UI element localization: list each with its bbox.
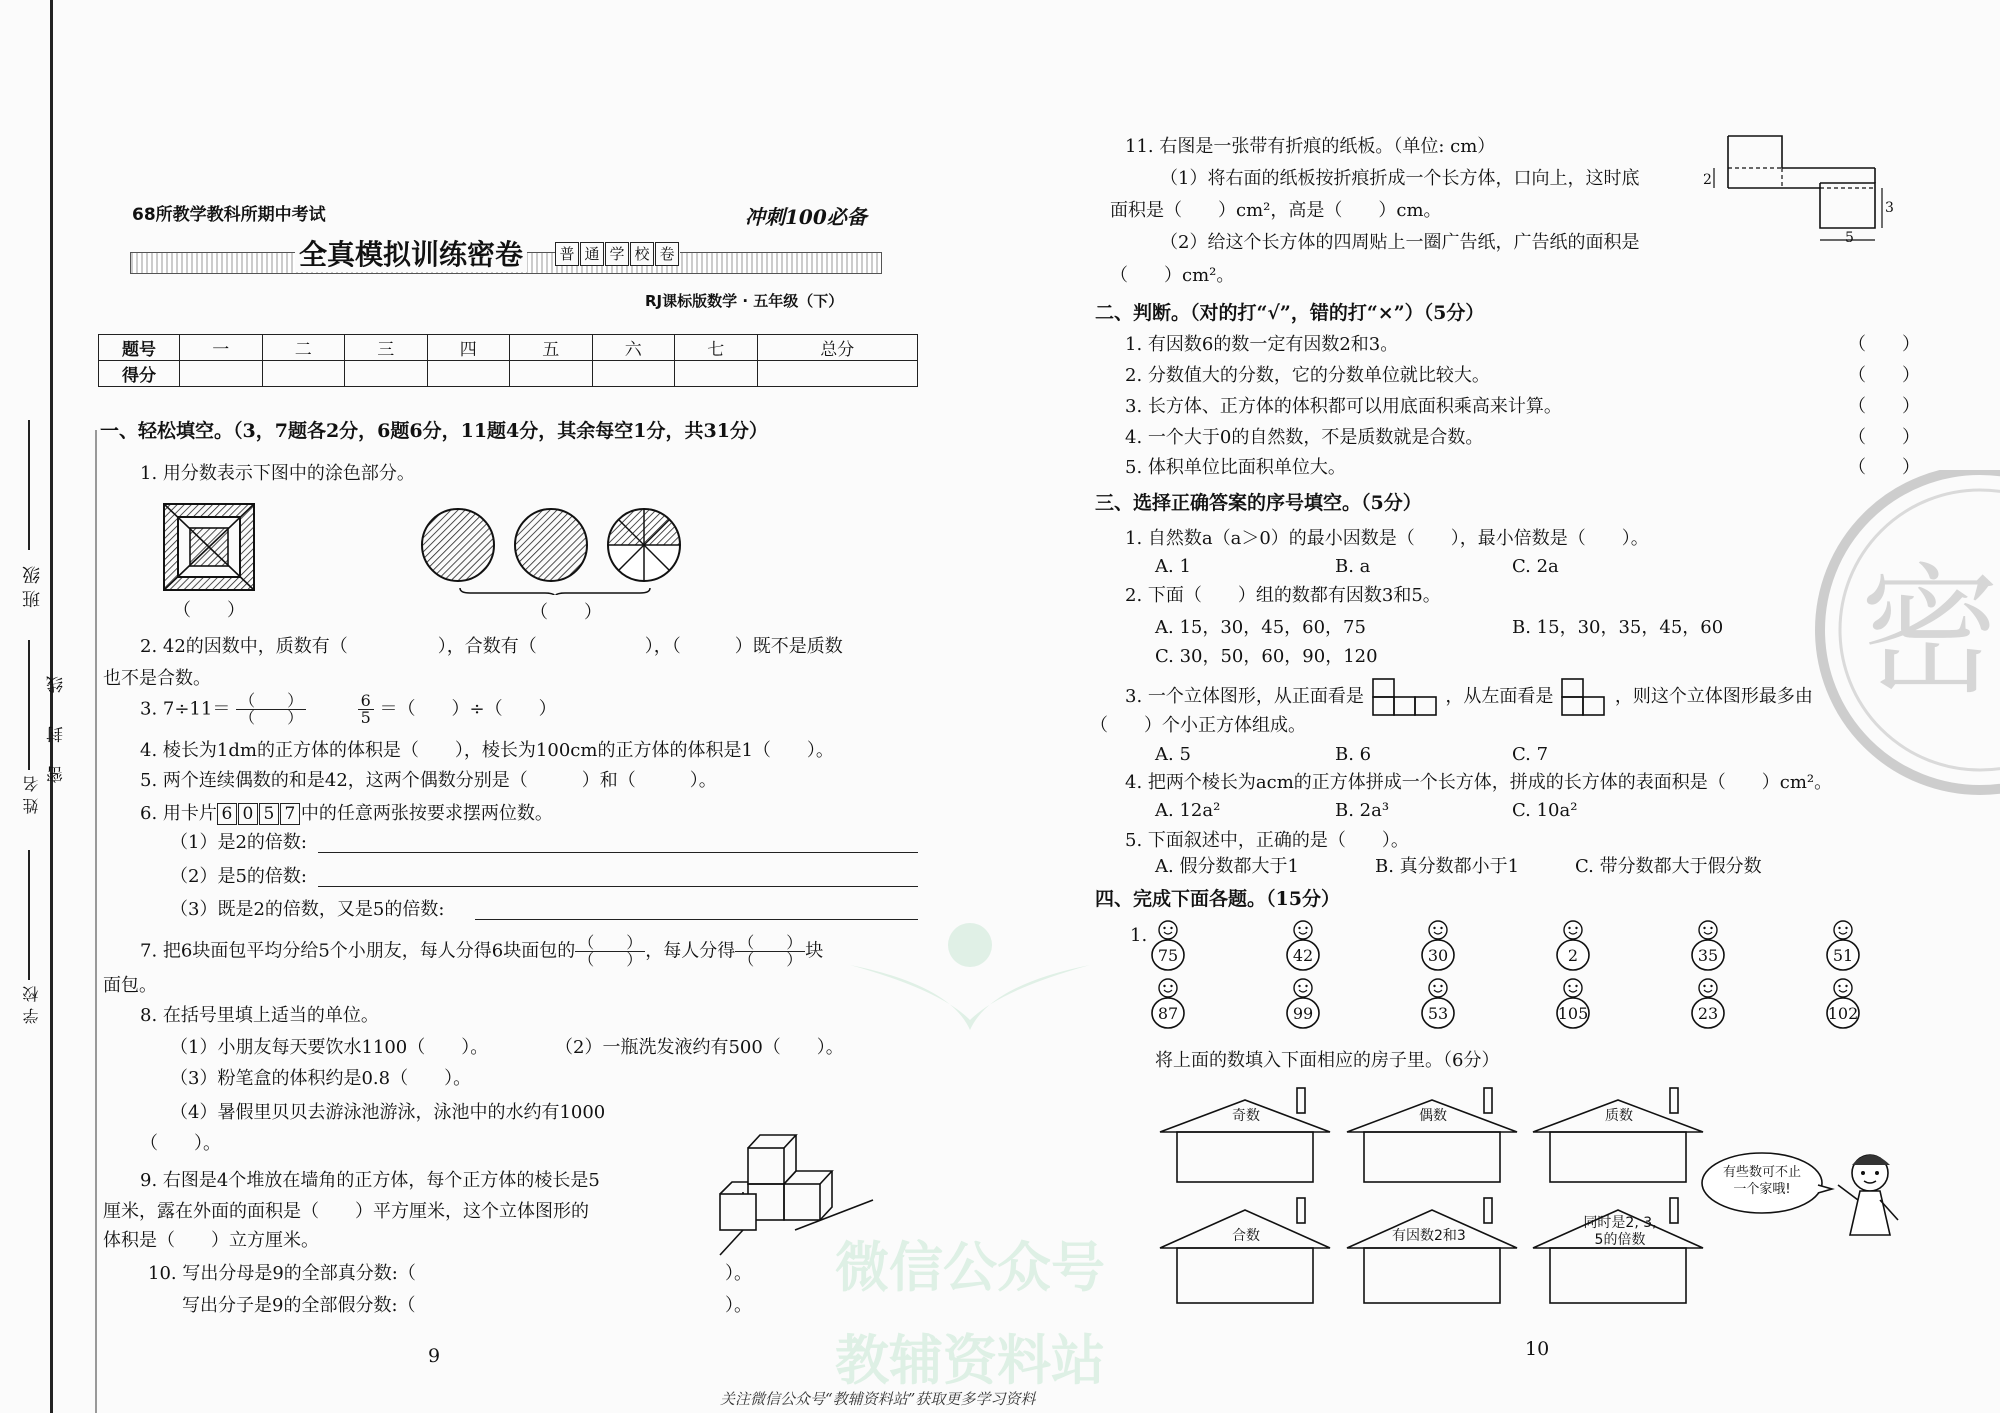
q6-2-answer-line[interactable] bbox=[318, 886, 918, 887]
q8-2: （2）一瓶洗发液约有500（ ）。 bbox=[555, 1037, 844, 1058]
svg-text:密: 密 bbox=[1860, 551, 2000, 714]
number-doll[interactable] bbox=[1150, 978, 1186, 1034]
q1-blank-b[interactable]: （ ） bbox=[530, 602, 602, 623]
q6-post: 中的任意两张按要求摆两位数。 bbox=[300, 803, 553, 824]
margin-mi: 密 bbox=[47, 760, 67, 783]
q9-text-b: 厘米，露在外面的面积是（ ）平方厘米，这个立体图形的 bbox=[103, 1201, 589, 1222]
q6-1-answer-line[interactable] bbox=[318, 852, 918, 853]
choice-3-opt-b[interactable]: B. 6 bbox=[1335, 744, 1372, 765]
q7-blank-fraction-2[interactable]: $\frac{( )}{( )}$ bbox=[735, 935, 805, 968]
margin-xingming: 姓名 bbox=[22, 770, 41, 814]
score-cell[interactable] bbox=[757, 361, 918, 387]
choice-2-opt-b[interactable]: B. 15，30，35，45，60 bbox=[1512, 617, 1724, 638]
edition: RJ课标版数学 · 五年级（下） bbox=[645, 292, 844, 310]
choice-3-text-b: ，从左面看是 bbox=[1445, 686, 1554, 707]
binding-line-2 bbox=[95, 430, 97, 1413]
title-char: 校 bbox=[630, 242, 654, 266]
house-label-factor-2-3: 有因数2和3 bbox=[1392, 1228, 1466, 1244]
choice-3-text-c: ，则这个立体图形最多由 bbox=[1614, 686, 1813, 707]
page-title: 全真模拟训练密卷 bbox=[295, 238, 527, 272]
q5-text: 5. 两个连续偶数的和是42，这两个偶数分别是（ ）和（ ）。 bbox=[140, 770, 717, 791]
q3-den: 5 bbox=[360, 708, 371, 727]
q6-3: （3）既是2的倍数，又是5的倍数: bbox=[170, 899, 445, 920]
q6-pre: 6. 用卡片 bbox=[140, 803, 217, 824]
score-cell[interactable] bbox=[675, 361, 758, 387]
choice-3-row bbox=[1125, 676, 1813, 718]
doll-number: 53 bbox=[1427, 1004, 1449, 1023]
score-header: 一 bbox=[180, 335, 263, 361]
score-header: 五 bbox=[510, 335, 593, 361]
score-header: 四 bbox=[427, 335, 510, 361]
score-cell[interactable] bbox=[427, 361, 510, 387]
score-header: 题号 bbox=[99, 335, 180, 361]
q7-text-a: 7. 把6块面包平均分给5个小朋友，每人分得6块面包的 bbox=[140, 940, 576, 962]
houses-intro: 将上面的数填入下面相应的房子里。（6分） bbox=[1155, 1050, 1500, 1071]
q3-blank-fraction[interactable]: $\frac{( )}{( )}$ bbox=[236, 693, 306, 726]
seal-stamp bbox=[1800, 470, 2000, 800]
part-1-label: 1. bbox=[1130, 925, 1148, 946]
q11-text: 11. 右图是一张带有折痕的纸板。（单位: cm） bbox=[1125, 136, 1496, 157]
q10-text-a: 10. 写出分母是9的全部真分数:（ bbox=[148, 1263, 416, 1284]
q7-text-b: ，每人分得 bbox=[645, 940, 736, 962]
house-label-multiple-2-3-5: 同时是2, 3, 5的倍数 bbox=[1583, 1215, 1657, 1248]
header-series: 68所教学教科所期中考试 bbox=[132, 205, 326, 225]
house-label-prime: 质数 bbox=[1605, 1108, 1633, 1124]
choice-5-opt-b[interactable]: B. 真分数都小于1 bbox=[1375, 856, 1520, 877]
choice-3-opt-c[interactable]: C. 7 bbox=[1512, 744, 1549, 765]
fig-label-2: 2 bbox=[1703, 172, 1712, 188]
footer-note: 关注微信公众号“教辅资料站”获取更多学习资料 bbox=[720, 1390, 1036, 1408]
judge-blank-1[interactable]: （ ） bbox=[1848, 334, 1920, 355]
doll-number: 2 bbox=[1567, 946, 1579, 965]
number-doll[interactable] bbox=[1285, 978, 1321, 1034]
choice-2-opt-c[interactable]: C. 30，50，60，90，120 bbox=[1155, 646, 1378, 667]
score-cell[interactable] bbox=[510, 361, 593, 387]
q7-blank-fraction-1[interactable]: $\frac{( )}{( )}$ bbox=[575, 935, 645, 968]
q7-row bbox=[140, 935, 823, 968]
choice-5: 5. 下面叙述中，正确的是（ ）。 bbox=[1125, 830, 1409, 851]
fig-label-5: 5 bbox=[1845, 230, 1854, 246]
house-label-even: 偶数 bbox=[1419, 1108, 1447, 1124]
number-doll[interactable] bbox=[1825, 920, 1861, 976]
number-doll[interactable] bbox=[1555, 978, 1591, 1034]
title-char: 普 bbox=[555, 242, 579, 266]
judge-3: 3. 长方体、正方体的体积都可以用底面积乘高来计算。 bbox=[1125, 396, 1562, 417]
choice-1-opt-c[interactable]: C. 2a bbox=[1512, 556, 1559, 577]
q9-text-c: 体积是（ ）立方厘米。 bbox=[103, 1230, 319, 1251]
judge-blank-3[interactable]: （ ） bbox=[1848, 396, 1920, 417]
choice-4: 4. 把两个棱长为acm的正方体拼成一个长方体，拼成的长方体的表面积是（ ）cm²。 bbox=[1125, 772, 1833, 793]
score-cell[interactable] bbox=[592, 361, 675, 387]
margin-banji: 班级 bbox=[22, 560, 43, 608]
q2-text-a: 2. 42的因数中，质数有（ ），合数有（ ），（ ）既不是质数 bbox=[140, 636, 843, 657]
score-header: 三 bbox=[345, 335, 428, 361]
hatched-square-figure bbox=[160, 500, 260, 595]
number-doll[interactable] bbox=[1150, 920, 1186, 976]
choice-5-opt-a[interactable]: A. 假分数都大于1 bbox=[1155, 856, 1299, 877]
q3-fraction bbox=[358, 693, 374, 726]
judge-blank-5[interactable]: （ ） bbox=[1848, 457, 1920, 478]
number-doll[interactable] bbox=[1420, 978, 1456, 1034]
choice-2-opt-a[interactable]: A. 15，30，45，60，75 bbox=[1155, 617, 1366, 638]
choice-1-opt-b[interactable]: B. a bbox=[1335, 556, 1371, 577]
q3-row bbox=[140, 693, 557, 726]
q8-3: （3）粉笔盒的体积约是0.8（ ）。 bbox=[170, 1068, 472, 1089]
q9-text-a: 9. 右图是4个堆放在墙角的正方体，每个正方体的棱长是5 bbox=[140, 1170, 600, 1191]
q6-row bbox=[140, 799, 553, 825]
q7-text-d: 面包。 bbox=[103, 975, 157, 996]
judge-5: 5. 体积单位比面积单位大。 bbox=[1125, 457, 1346, 478]
left-view-icon bbox=[1559, 676, 1609, 718]
q10-end-a: ）。 bbox=[725, 1263, 752, 1284]
card: 0 bbox=[238, 803, 258, 825]
number-dolls bbox=[1145, 920, 1865, 1040]
title-char: 学 bbox=[605, 242, 629, 266]
margin-xuexiao: 学校 bbox=[22, 980, 41, 1024]
q11-2a: （2）给这个长方体的四周贴上一圈广告纸，广告纸的面积是 bbox=[1160, 232, 1640, 253]
q1-text: 1. 用分数表示下图中的涂色部分。 bbox=[140, 463, 415, 484]
choice-1: 1. 自然数a（a＞0）的最小因数是（ ），最小倍数是（ ）。 bbox=[1125, 528, 1649, 549]
title-char: 卷 bbox=[655, 242, 679, 266]
q3-text-a: 3. 7÷11＝ bbox=[140, 698, 231, 720]
q11-1a: （1）将右面的纸板按折痕折成一个长方体，口向上，这时底 bbox=[1160, 168, 1640, 189]
score-header: 二 bbox=[262, 335, 345, 361]
choice-3-opt-a[interactable]: A. 5 bbox=[1155, 744, 1191, 765]
title-char: 通 bbox=[580, 242, 604, 266]
q7-text-c: 块 bbox=[805, 940, 824, 962]
choice-3-text-a: 3. 一个立体图形，从正面看是 bbox=[1125, 686, 1364, 707]
q4-text: 4. 棱长为1dm的正方体的体积是（ ），棱长为100cm的正方体的体积是1（ ）。 bbox=[140, 740, 834, 761]
name-line bbox=[28, 640, 30, 770]
q3-num: 6 bbox=[358, 693, 374, 710]
q8-4b: （ ）。 bbox=[140, 1133, 221, 1154]
section-4-title: 四、完成下面各题。（15分） bbox=[1095, 888, 1340, 910]
q2-text-b: 也不是合数。 bbox=[103, 668, 211, 689]
page-number-right: 10 bbox=[1525, 1338, 1550, 1360]
score-label: 得分 bbox=[99, 361, 180, 387]
q6-2: （2）是5的倍数: bbox=[170, 866, 307, 887]
score-header: 总分 bbox=[757, 335, 918, 361]
q10-end-b: ）。 bbox=[725, 1295, 752, 1316]
number-doll[interactable] bbox=[1690, 920, 1726, 976]
choice-1-opt-a[interactable]: A. 1 bbox=[1155, 556, 1191, 577]
q11-1b: 面积是（ ）cm²，高是（ ）cm。 bbox=[1110, 200, 1442, 221]
section-3-title: 三、选择正确答案的序号填空。（5分） bbox=[1095, 492, 1422, 514]
q6-1: （1）是2的倍数: bbox=[170, 832, 307, 853]
judge-blank-2[interactable]: （ ） bbox=[1848, 365, 1920, 386]
front-view-icon bbox=[1370, 676, 1440, 718]
title-chars bbox=[555, 242, 680, 266]
number-doll[interactable] bbox=[1555, 920, 1591, 976]
card: 6 bbox=[217, 803, 237, 825]
q8-1: （1）小朋友每天要饮水1100（ ）。 bbox=[170, 1037, 489, 1058]
doll-number: 105 bbox=[1557, 1004, 1589, 1023]
score-table bbox=[98, 334, 918, 387]
doll-number: 99 bbox=[1292, 1004, 1314, 1023]
q3-text-b: ＝（ ）÷（ ） bbox=[379, 698, 557, 720]
q11-2b: （ ）cm²。 bbox=[1110, 265, 1235, 286]
circles-figure bbox=[420, 505, 690, 595]
number-doll[interactable] bbox=[1825, 978, 1861, 1034]
choice-4-opt-b[interactable]: B. 2a³ bbox=[1335, 800, 1390, 821]
margin-feng: 封 bbox=[47, 720, 67, 743]
score-header: 六 bbox=[592, 335, 675, 361]
folded-cardboard-figure bbox=[1700, 128, 1900, 248]
page-number-left: 9 bbox=[428, 1345, 441, 1367]
judge-blank-4[interactable]: （ ） bbox=[1848, 427, 1920, 448]
judge-4: 4. 一个大于0的自然数，不是质数就是合数。 bbox=[1125, 427, 1484, 448]
watermark-line2: 教辅资料站 bbox=[835, 1329, 1105, 1392]
section-2-title: 二、判断。（对的打“√”，错的打“×”）（5分） bbox=[1095, 302, 1485, 324]
choice-5-opt-c[interactable]: C. 带分数都大于假分数 bbox=[1575, 856, 1762, 877]
score-cell[interactable] bbox=[345, 361, 428, 387]
doll-number: 75 bbox=[1157, 946, 1179, 965]
watermark-line1: 微信公众号 bbox=[835, 1236, 1105, 1299]
margin-xian: 线 bbox=[47, 670, 67, 693]
watermark-logo bbox=[830, 920, 1100, 1030]
doll-number: 35 bbox=[1697, 946, 1719, 965]
card: 7 bbox=[280, 803, 300, 825]
header-slogan: 冲刺100必备 bbox=[745, 205, 867, 229]
score-cell[interactable] bbox=[180, 361, 263, 387]
doll-number: 87 bbox=[1157, 1004, 1179, 1023]
choice-3-text-d: （ ）个小正方体组成。 bbox=[1090, 715, 1306, 736]
school-line bbox=[28, 850, 30, 980]
score-cell[interactable] bbox=[262, 361, 345, 387]
q1-blank-a[interactable]: （ ） bbox=[173, 600, 245, 621]
judge-1: 1. 有因数6的数一定有因数2和3。 bbox=[1125, 334, 1399, 355]
choice-4-opt-a[interactable]: A. 12a² bbox=[1155, 800, 1221, 821]
q8-text: 8. 在括号里填上适当的单位。 bbox=[140, 1005, 379, 1026]
section-1-title: 一、轻松填空。（3，7题各2分，6题6分，11题4分，其余每空1分，共31分） bbox=[100, 420, 768, 442]
house-label-composite: 合数 bbox=[1232, 1228, 1260, 1244]
number-doll[interactable] bbox=[1285, 920, 1321, 976]
bubble-text: 有些数可不止一个家哦! bbox=[1722, 1165, 1801, 1197]
number-doll[interactable] bbox=[1690, 978, 1726, 1034]
fig-label-3: 3 bbox=[1885, 200, 1894, 216]
doll-number: 23 bbox=[1697, 1004, 1719, 1023]
doll-number: 51 bbox=[1832, 946, 1854, 965]
choice-4-opt-c[interactable]: C. 10a² bbox=[1512, 800, 1578, 821]
banji-line bbox=[28, 420, 30, 550]
binding-line bbox=[50, 0, 53, 1413]
score-header: 七 bbox=[675, 335, 758, 361]
q8-4a: （4）暑假里贝贝去游泳池游泳，泳池中的水约有1000 bbox=[170, 1102, 606, 1123]
choice-2: 2. 下面（ ）组的数都有因数3和5。 bbox=[1125, 585, 1441, 606]
judge-2: 2. 分数值大的分数，它的分数单位就比较大。 bbox=[1125, 365, 1490, 386]
doll-number: 30 bbox=[1427, 946, 1449, 965]
card: 5 bbox=[259, 803, 279, 825]
doll-number: 102 bbox=[1827, 1004, 1859, 1023]
number-doll[interactable] bbox=[1420, 920, 1456, 976]
q10-text-b: 写出分子是9的全部假分数:（ bbox=[182, 1295, 416, 1316]
house-label-odd: 奇数 bbox=[1232, 1108, 1260, 1124]
doll-number: 42 bbox=[1292, 946, 1314, 965]
